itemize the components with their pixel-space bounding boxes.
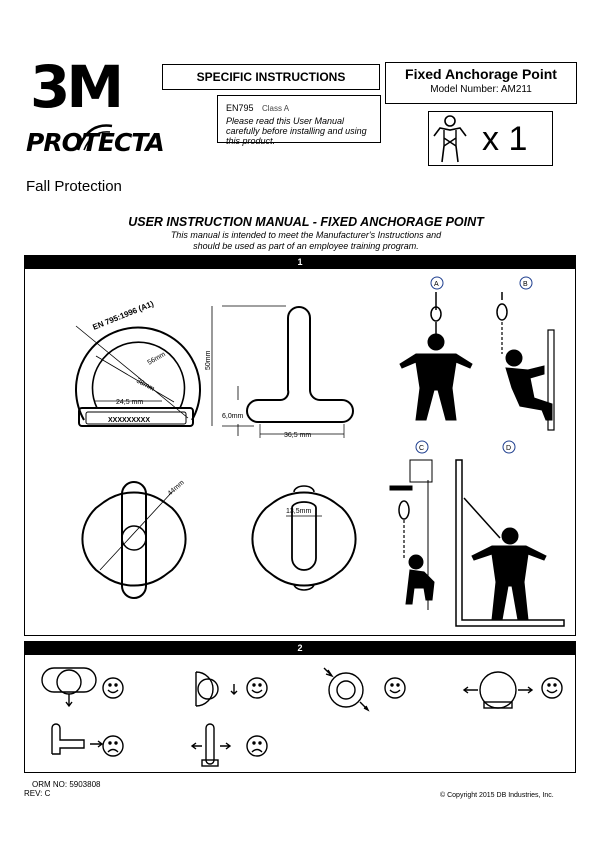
standard-line bbox=[226, 98, 380, 116]
product-title: Fixed Anchorage Point bbox=[405, 66, 557, 82]
incorrect-orientation-1 bbox=[52, 724, 102, 754]
dim-50: 50mm bbox=[205, 350, 212, 370]
incorrect-orientation-2 bbox=[192, 724, 230, 766]
scenario-d-figure bbox=[456, 460, 564, 626]
protecta-swoosh-icon bbox=[74, 122, 114, 156]
section-1-diagram bbox=[24, 270, 576, 636]
section-2-header: 2 bbox=[24, 642, 576, 655]
standard-code: EN795 bbox=[226, 103, 254, 113]
svg-text:A: A bbox=[434, 281, 439, 288]
dim-24: 24,5 mm bbox=[116, 399, 144, 406]
ring-serial: XXXXXXXXX bbox=[108, 417, 151, 424]
person-icon bbox=[432, 114, 468, 164]
form-number: ORM NO: 5903808 bbox=[32, 780, 101, 789]
correct-orientation-1 bbox=[42, 668, 96, 706]
quantity-label: x 1 bbox=[482, 120, 528, 158]
3m-logo: 3M bbox=[30, 53, 121, 121]
section-2-diagram bbox=[24, 656, 576, 772]
smiley-icon-2 bbox=[247, 678, 267, 698]
product-box bbox=[385, 62, 577, 104]
scenario-label-a bbox=[431, 277, 443, 289]
manual-subtitle-line-2: should be used as part of an employee training program. bbox=[193, 241, 419, 251]
smiley-icon-4 bbox=[542, 678, 562, 698]
protecta-logo: PROTECTA bbox=[26, 128, 164, 157]
smiley-icon-1 bbox=[103, 678, 123, 698]
ring-top-view bbox=[82, 482, 185, 598]
svg-text:D: D bbox=[506, 445, 512, 452]
scenario-c-figure bbox=[390, 460, 434, 610]
scenario-label-c bbox=[416, 441, 428, 453]
scenario-b-figure bbox=[497, 292, 554, 430]
section-1-header: 1 bbox=[24, 256, 576, 269]
dim-56: 56mm bbox=[146, 350, 167, 367]
svg-text:C: C bbox=[419, 445, 425, 452]
model-number: Model Number: AM211 bbox=[430, 84, 532, 95]
fall-protection-tagline: Fall Protection bbox=[26, 178, 122, 195]
scenario-a-figure bbox=[400, 292, 472, 420]
copyright: © Copyright 2015 DB Industries, Inc. bbox=[440, 792, 554, 799]
correct-orientation-3 bbox=[324, 668, 368, 710]
dim-44: 44mm bbox=[166, 479, 186, 498]
revision: REV: C bbox=[24, 789, 51, 798]
dim-36: 36,5 mm bbox=[284, 432, 312, 439]
svg-text:B: B bbox=[523, 281, 528, 288]
manual-subtitle-line-1: This manual is intended to meet the Manufacturer's Instructions and bbox=[170, 230, 442, 240]
scenario-label-d bbox=[503, 441, 515, 453]
ring-marking: EN 795:1996 (A1) bbox=[91, 299, 155, 332]
dim-38: 38mm bbox=[135, 377, 156, 393]
ring-top-view-hole bbox=[252, 486, 355, 590]
manual-title: USER INSTRUCTION MANUAL - FIXED ANCHORAGE POINT bbox=[128, 215, 484, 229]
standard-class: Class A bbox=[261, 104, 290, 113]
correct-orientation-2 bbox=[196, 672, 237, 706]
frown-icon-2 bbox=[247, 736, 267, 756]
standard-box bbox=[217, 95, 381, 146]
smiley-icon-3 bbox=[385, 678, 405, 698]
ring-front-view bbox=[76, 326, 200, 426]
specific-instructions-label: SPECIFIC INSTRUCTIONS bbox=[162, 64, 380, 90]
frown-icon-1 bbox=[103, 736, 123, 756]
correct-orientation-4 bbox=[464, 672, 532, 708]
manual-subtitle bbox=[0, 230, 600, 252]
read-manual-note: Please read this User Manual carefully before installing and using this product. bbox=[226, 116, 367, 146]
dim-13: 13,5mm bbox=[286, 508, 312, 515]
scenario-label-b bbox=[520, 277, 532, 289]
dim-6: 6,0mm bbox=[222, 413, 244, 420]
